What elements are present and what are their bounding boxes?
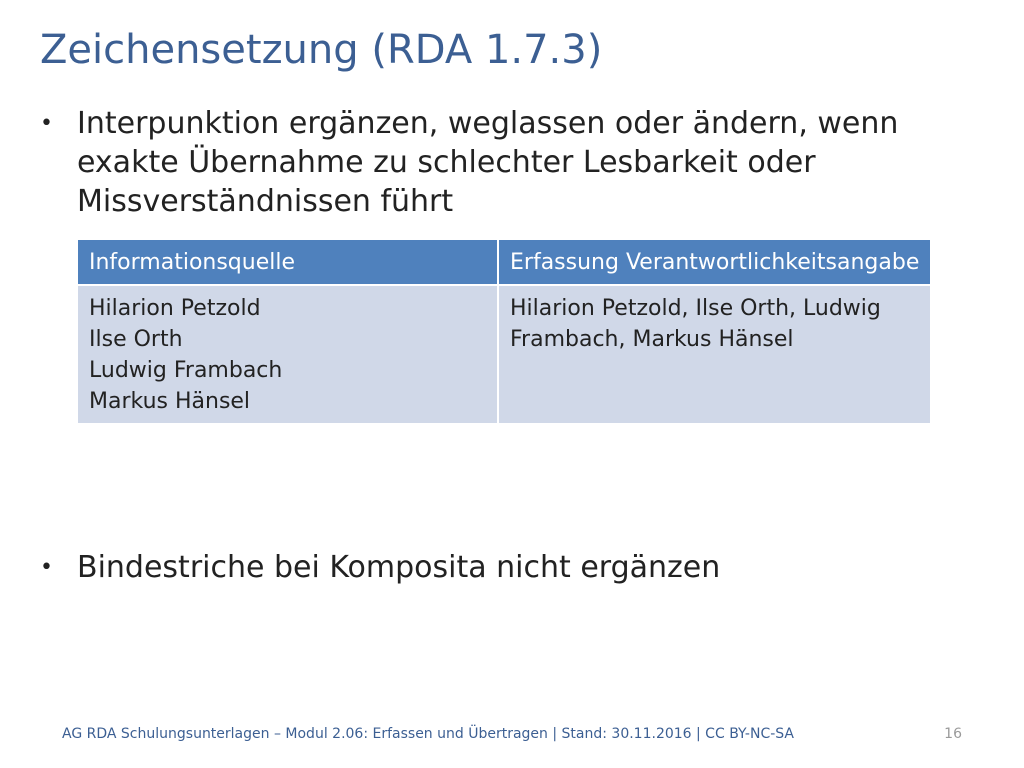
bullet-icon: • (40, 111, 53, 136)
source-line: Ilse Orth (89, 327, 183, 352)
page-number: 16 (944, 726, 962, 742)
table-header-source: Informationsquelle (77, 239, 498, 285)
table-row (77, 285, 931, 424)
table-cell-recorded: Hilarion Petzold, Ilse Orth, Ludwig Frambach, Markus Hänsel (498, 285, 931, 424)
source-line: Hilarion Petzold (89, 296, 261, 321)
table-cell-source (77, 285, 498, 424)
slide-footer: AG RDA Schulungsunterlagen – Modul 2.06: Erfassen und Übertragen | Stand: 30.11.2016 | CC BY-NC-SA (62, 726, 794, 742)
table-header-recorded: Erfassung Verantwortlichkeitsangabe (498, 239, 931, 285)
punctuation-example-table (76, 238, 932, 425)
bullet-text: Interpunktion ergänzen, weglassen oder ändern, wenn exakte Übernahme zu schlechter Lesbarkeit oder Missverständnissen führt (77, 106, 899, 219)
bullet-item (40, 104, 940, 221)
bullet-item (40, 548, 940, 587)
table-header-row (77, 239, 931, 285)
source-line: Markus Hänsel (89, 389, 251, 414)
bullet-text: Bindestriche bei Komposita nicht ergänzen (77, 550, 721, 585)
bullet-icon: • (40, 555, 53, 580)
slide-title: Zeichensetzung (RDA 1.7.3) (40, 27, 603, 73)
source-line: Ludwig Frambach (89, 358, 283, 383)
